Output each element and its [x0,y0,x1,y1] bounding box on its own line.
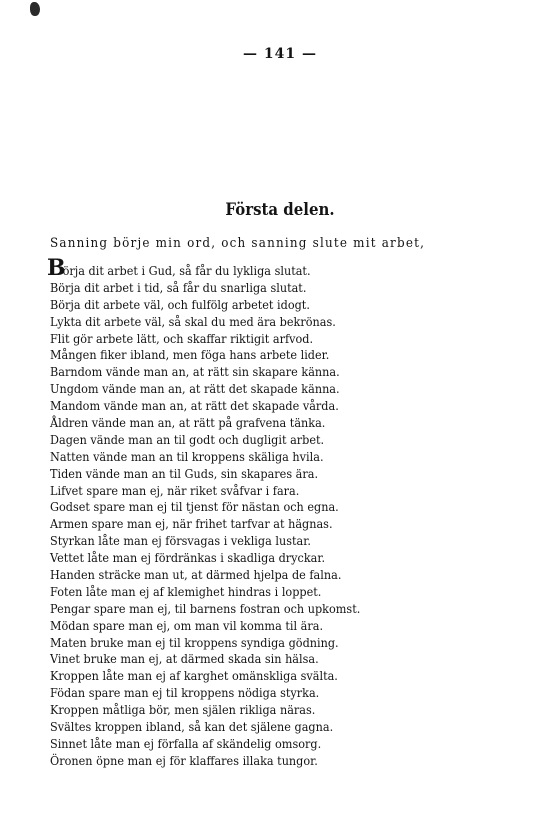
poem-line: Börja dit arbete väl, och fulfölg arbetet idogt. [50,296,310,312]
poem-line: Dagen vände man an til godt och dugligit arbet. [50,431,325,447]
poem-line: Flit gör arbete lätt, och skaffar riktigit arfvod. [50,330,314,346]
poem-line: Armen spare man ej, när frihet tarfvar at hägnas. [50,516,333,532]
poem-line: Maten bruke man ej til kroppens syndiga gödning. [50,634,339,650]
poem-line: Pengar spare man ej, til barnens fostran och upkomst. [50,600,361,616]
poem-line: Barndom vände man an, at rätt sin skapare känna. [50,364,340,380]
section-title: Första delen. [225,200,335,220]
poem-line: Mången fiker ibland, men föga hans arbete lider. [50,347,330,363]
poem-line: Börja dit arbet i tid, så får du snarliga slutat. [50,279,307,295]
poem-line: Styrkan låte man ej försvagas i vekliga lustar. [50,533,311,549]
poem-line: Vinet bruke man ej, at därmed skada sin hälsa. [50,651,319,667]
poem-line: Mandom vände man an, at rätt det skapade vårda. [50,398,339,414]
poem-line-first [50,263,360,280]
poem-body [50,263,395,770]
ink-stain [30,2,40,16]
drop-cap: B [47,255,66,281]
poem-line: Åldren vände man an, at rätt på grafvena tänka. [50,415,326,431]
page-number: — 141 — [243,46,317,62]
poem-line: Ungdom vände man an, at rätt det skapade känna. [50,381,340,397]
poem-line: Kroppen måtliga bör, men själen rikliga näras. [50,702,316,718]
poem-line: Sinnet låte man ej förfalla af skändelig omsorg. [50,735,322,751]
poem-line: Vettet låte man ej fördränkas i skadliga dryckar. [50,550,326,566]
poem-line: Öronen öpne man ej för klaffares illaka tungor. [50,752,318,768]
poem-line: Kroppen låte man ej af karghet omänskliga svälta. [50,668,338,684]
poem-line: Handen sträcke man ut, at därmed hjelpa de falna. [50,567,342,583]
poem-line: Svältes kroppen ibland, så kan det själene gagna. [50,719,334,735]
poem-line: Foten låte man ej af klemighet hindras i loppet. [50,583,322,599]
poem-line: Lykta dit arbete väl, så skal du med ära bekrönas. [50,313,336,329]
poem-line: Lifvet spare man ej, när riket svåfvar i fara. [50,482,300,498]
poem-line-first-text: örja dit arbet i Gud, så får du lykliga slutat. [62,263,311,278]
poem-line: Natten vände man an til kroppens skäliga hvila. [50,448,324,464]
poem-line: Godset spare man ej til tjenst för nästan och egna. [50,499,339,515]
poem-line: Födan spare man ej til kroppens nödiga styrka. [50,685,320,701]
section-subtitle: Sanning börje min ord, och sanning slute mit arbet, [50,236,426,251]
poem-line: Mödan spare man ej, om man vil komma til ära. [50,617,324,633]
poem-line: Tiden vände man an til Guds, sin skapares ära. [50,465,319,481]
